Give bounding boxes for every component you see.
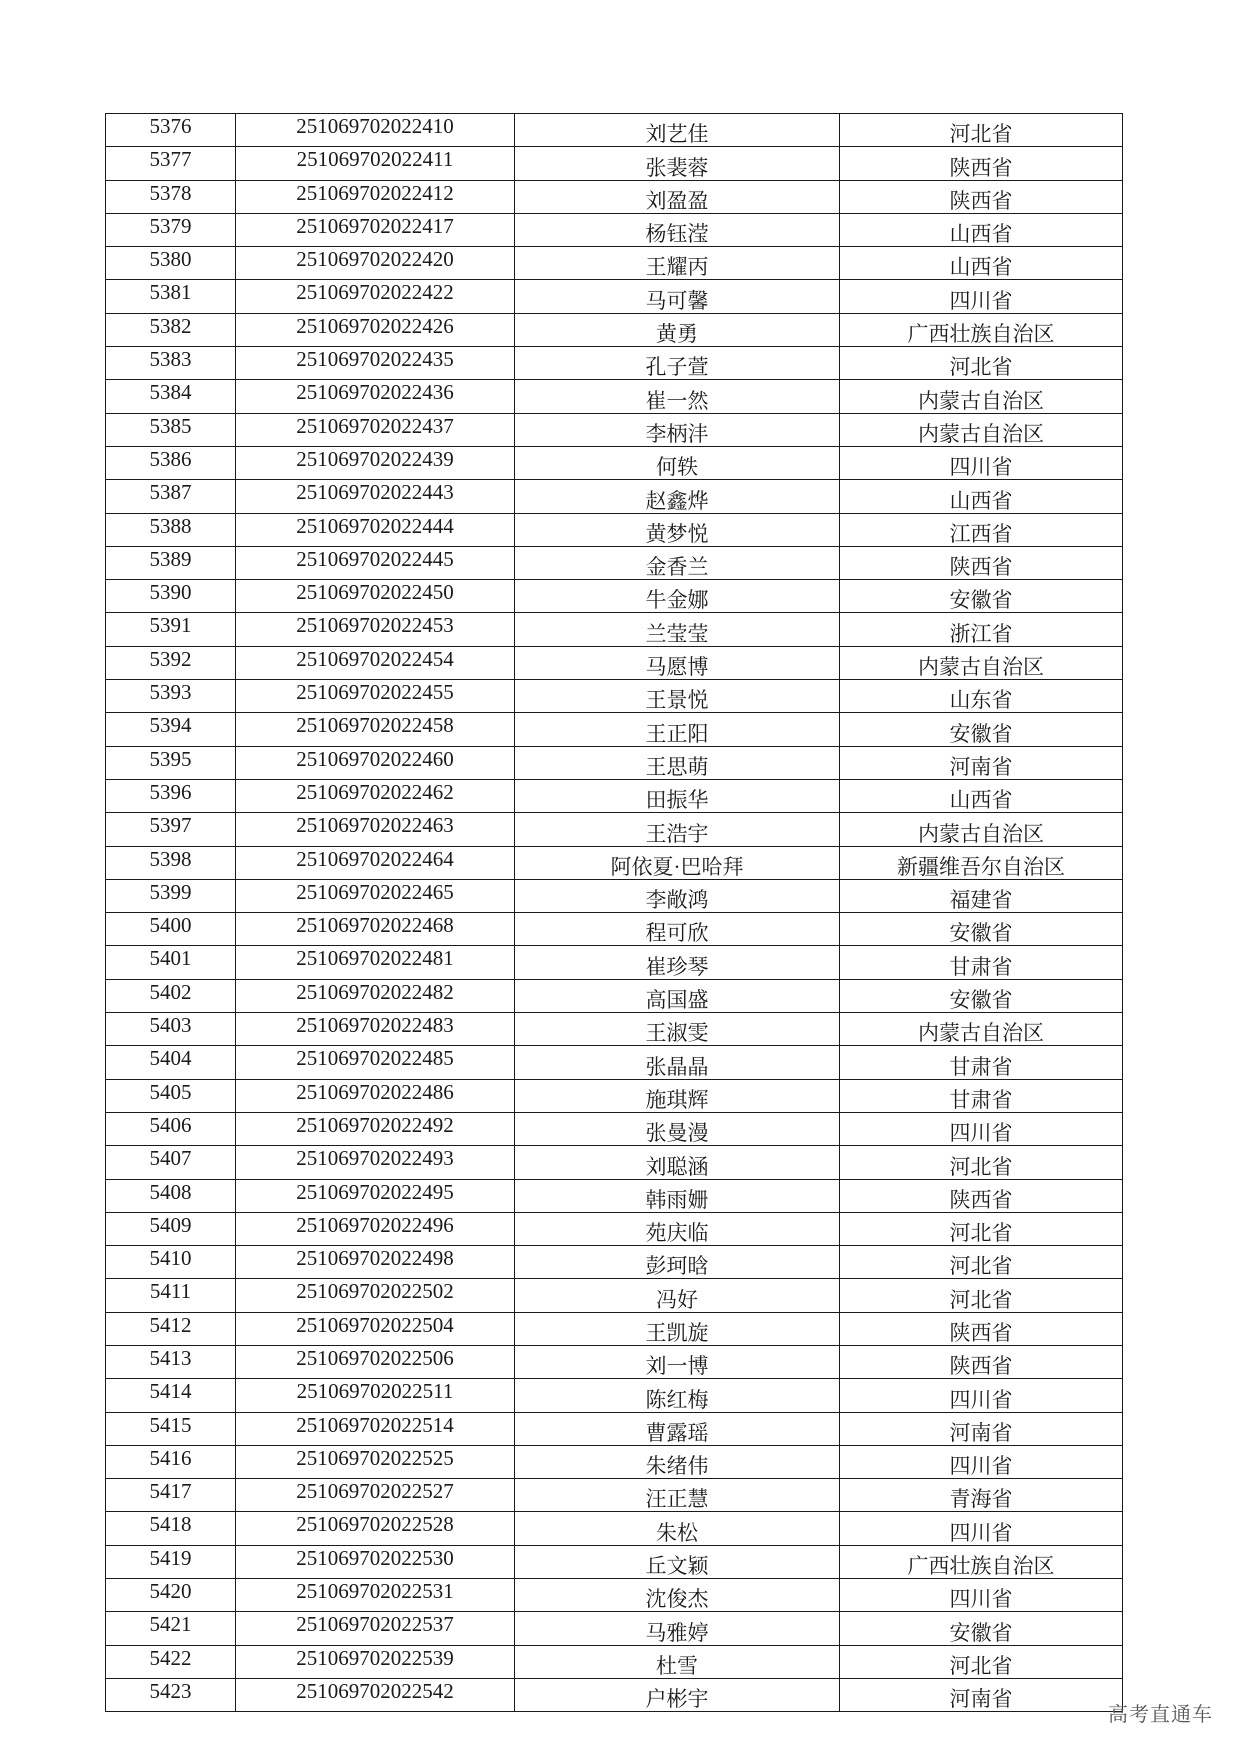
cell-name: 施琪辉 (515, 1079, 840, 1112)
cell-seq: 5382 (106, 313, 236, 346)
table-row (106, 1612, 1123, 1645)
cell-seq: 5376 (106, 114, 236, 147)
cell-candidate-id: 251069702022511 (236, 1379, 515, 1412)
cell-seq: 5420 (106, 1579, 236, 1612)
cell-seq: 5415 (106, 1412, 236, 1445)
cell-name: 刘聪涵 (515, 1146, 840, 1179)
cell-candidate-id: 251069702022426 (236, 313, 515, 346)
cell-seq: 5411 (106, 1279, 236, 1312)
table-row (106, 247, 1123, 280)
cell-name: 丘文颖 (515, 1545, 840, 1578)
cell-province: 河南省 (840, 746, 1123, 779)
cell-candidate-id: 251069702022435 (236, 347, 515, 380)
cell-province: 山西省 (840, 480, 1123, 513)
cell-seq: 5412 (106, 1312, 236, 1345)
cell-province: 安徽省 (840, 1612, 1123, 1645)
table-row (106, 1312, 1123, 1345)
table-row (106, 413, 1123, 446)
cell-province: 安徽省 (840, 580, 1123, 613)
cell-name: 彭珂晗 (515, 1246, 840, 1279)
table-row (106, 1212, 1123, 1245)
cell-seq: 5391 (106, 613, 236, 646)
cell-candidate-id: 251069702022485 (236, 1046, 515, 1079)
cell-name: 张裴蓉 (515, 147, 840, 180)
table-row (106, 147, 1123, 180)
cell-seq: 5392 (106, 646, 236, 679)
cell-candidate-id: 251069702022498 (236, 1246, 515, 1279)
cell-province: 河北省 (840, 347, 1123, 380)
cell-seq: 5378 (106, 180, 236, 213)
cell-province: 陕西省 (840, 546, 1123, 579)
cell-seq: 5390 (106, 580, 236, 613)
cell-name: 程可欣 (515, 913, 840, 946)
cell-seq: 5409 (106, 1212, 236, 1245)
cell-name: 杨钰滢 (515, 213, 840, 246)
table-row (106, 879, 1123, 912)
cell-seq: 5417 (106, 1479, 236, 1512)
cell-province: 四川省 (840, 1512, 1123, 1545)
cell-name: 王景悦 (515, 680, 840, 713)
table-row (106, 280, 1123, 313)
cell-candidate-id: 251069702022465 (236, 879, 515, 912)
cell-seq: 5423 (106, 1678, 236, 1711)
table-row (106, 180, 1123, 213)
cell-province: 山东省 (840, 680, 1123, 713)
cell-province: 陕西省 (840, 1312, 1123, 1345)
cell-candidate-id: 251069702022468 (236, 913, 515, 946)
cell-province: 甘肃省 (840, 946, 1123, 979)
cell-name: 赵鑫烨 (515, 480, 840, 513)
cell-seq: 5397 (106, 813, 236, 846)
cell-candidate-id: 251069702022506 (236, 1345, 515, 1378)
cell-province: 安徽省 (840, 979, 1123, 1012)
cell-province: 安徽省 (840, 913, 1123, 946)
cell-seq: 5404 (106, 1046, 236, 1079)
cell-name: 朱松 (515, 1512, 840, 1545)
table-row (106, 1345, 1123, 1378)
cell-province: 甘肃省 (840, 1046, 1123, 1079)
cell-candidate-id: 251069702022410 (236, 114, 515, 147)
cell-name: 王凯旋 (515, 1312, 840, 1345)
cell-candidate-id: 251069702022417 (236, 213, 515, 246)
cell-name: 张曼漫 (515, 1112, 840, 1145)
cell-candidate-id: 251069702022436 (236, 380, 515, 413)
cell-province: 福建省 (840, 879, 1123, 912)
cell-province: 河北省 (840, 1246, 1123, 1279)
cell-name: 户彬宇 (515, 1678, 840, 1711)
table-row (106, 979, 1123, 1012)
cell-candidate-id: 251069702022420 (236, 247, 515, 280)
table-row (106, 513, 1123, 546)
table-row (106, 746, 1123, 779)
cell-province: 山西省 (840, 779, 1123, 812)
cell-seq: 5406 (106, 1112, 236, 1145)
cell-seq: 5398 (106, 846, 236, 879)
roster-table-body (106, 114, 1123, 1712)
cell-province: 内蒙古自治区 (840, 646, 1123, 679)
cell-province: 山西省 (840, 247, 1123, 280)
cell-seq: 5418 (106, 1512, 236, 1545)
cell-province: 山西省 (840, 213, 1123, 246)
cell-candidate-id: 251069702022454 (236, 646, 515, 679)
cell-candidate-id: 251069702022443 (236, 480, 515, 513)
cell-seq: 5422 (106, 1645, 236, 1678)
cell-name: 马可馨 (515, 280, 840, 313)
cell-seq: 5384 (106, 380, 236, 413)
cell-province: 四川省 (840, 280, 1123, 313)
cell-candidate-id: 251069702022482 (236, 979, 515, 1012)
cell-province: 青海省 (840, 1479, 1123, 1512)
cell-name: 李敞鸿 (515, 879, 840, 912)
cell-name: 沈俊杰 (515, 1579, 840, 1612)
cell-candidate-id: 251069702022455 (236, 680, 515, 713)
table-row (106, 1579, 1123, 1612)
cell-name: 马雅婷 (515, 1612, 840, 1645)
cell-name: 王思萌 (515, 746, 840, 779)
cell-province: 广西壮族自治区 (840, 1545, 1123, 1578)
cell-candidate-id: 251069702022542 (236, 1678, 515, 1711)
cell-candidate-id: 251069702022495 (236, 1179, 515, 1212)
table-row (106, 1678, 1123, 1711)
cell-name: 崔珍琴 (515, 946, 840, 979)
cell-candidate-id: 251069702022453 (236, 613, 515, 646)
cell-name: 孔子萱 (515, 347, 840, 380)
cell-province: 内蒙古自治区 (840, 813, 1123, 846)
cell-name: 张晶晶 (515, 1046, 840, 1079)
cell-province: 内蒙古自治区 (840, 380, 1123, 413)
cell-province: 内蒙古自治区 (840, 413, 1123, 446)
cell-seq: 5407 (106, 1146, 236, 1179)
cell-candidate-id: 251069702022493 (236, 1146, 515, 1179)
cell-name: 王正阳 (515, 713, 840, 746)
cell-seq: 5402 (106, 979, 236, 1012)
cell-seq: 5413 (106, 1345, 236, 1378)
cell-seq: 5400 (106, 913, 236, 946)
watermark: 高考直通车 (1108, 1702, 1213, 1726)
cell-candidate-id: 251069702022412 (236, 180, 515, 213)
cell-seq: 5379 (106, 213, 236, 246)
cell-name: 冯好 (515, 1279, 840, 1312)
table-row (106, 546, 1123, 579)
cell-seq: 5394 (106, 713, 236, 746)
table-row (106, 1379, 1123, 1412)
cell-province: 江西省 (840, 513, 1123, 546)
table-row (106, 1479, 1123, 1512)
table-row (106, 1179, 1123, 1212)
table-row (106, 1545, 1123, 1578)
cell-province: 河北省 (840, 1212, 1123, 1245)
cell-seq: 5405 (106, 1079, 236, 1112)
cell-seq: 5386 (106, 446, 236, 479)
table-row (106, 1412, 1123, 1445)
table-row (106, 1645, 1123, 1678)
cell-name: 刘艺佳 (515, 114, 840, 147)
cell-province: 安徽省 (840, 713, 1123, 746)
cell-seq: 5395 (106, 746, 236, 779)
cell-candidate-id: 251069702022539 (236, 1645, 515, 1678)
cell-seq: 5387 (106, 480, 236, 513)
table-row (106, 1112, 1123, 1145)
cell-province: 广西壮族自治区 (840, 313, 1123, 346)
cell-province: 河北省 (840, 1146, 1123, 1179)
cell-seq: 5403 (106, 1013, 236, 1046)
cell-name: 王耀丙 (515, 247, 840, 280)
cell-name: 杜雪 (515, 1645, 840, 1678)
cell-name: 黄梦悦 (515, 513, 840, 546)
table-row (106, 1512, 1123, 1545)
cell-province: 四川省 (840, 1379, 1123, 1412)
table-row (106, 646, 1123, 679)
cell-seq: 5414 (106, 1379, 236, 1412)
cell-seq: 5410 (106, 1246, 236, 1279)
cell-name: 朱绪伟 (515, 1445, 840, 1478)
cell-name: 王浩宇 (515, 813, 840, 846)
cell-seq: 5388 (106, 513, 236, 546)
cell-province: 四川省 (840, 1445, 1123, 1478)
table-row (106, 580, 1123, 613)
cell-name: 马愿博 (515, 646, 840, 679)
cell-seq: 5385 (106, 413, 236, 446)
cell-candidate-id: 251069702022530 (236, 1545, 515, 1578)
cell-candidate-id: 251069702022514 (236, 1412, 515, 1445)
table-row (106, 380, 1123, 413)
table-row (106, 613, 1123, 646)
cell-candidate-id: 251069702022450 (236, 580, 515, 613)
table-row (106, 680, 1123, 713)
cell-candidate-id: 251069702022458 (236, 713, 515, 746)
cell-name: 汪正慧 (515, 1479, 840, 1512)
cell-seq: 5381 (106, 280, 236, 313)
roster-table (105, 113, 1123, 1712)
cell-name: 韩雨姗 (515, 1179, 840, 1212)
table-row (106, 946, 1123, 979)
table-row (106, 313, 1123, 346)
cell-name: 曹露瑶 (515, 1412, 840, 1445)
table-row (106, 213, 1123, 246)
cell-seq: 5389 (106, 546, 236, 579)
cell-candidate-id: 251069702022483 (236, 1013, 515, 1046)
cell-name: 王淑雯 (515, 1013, 840, 1046)
cell-name: 何轶 (515, 446, 840, 479)
cell-seq: 5377 (106, 147, 236, 180)
table-row (106, 846, 1123, 879)
cell-province: 河北省 (840, 1645, 1123, 1678)
cell-province: 四川省 (840, 1579, 1123, 1612)
cell-name: 崔一然 (515, 380, 840, 413)
cell-seq: 5383 (106, 347, 236, 380)
table-row (106, 114, 1123, 147)
cell-seq: 5419 (106, 1545, 236, 1578)
cell-name: 牛金娜 (515, 580, 840, 613)
cell-name: 高国盛 (515, 979, 840, 1012)
table-row (106, 1445, 1123, 1478)
cell-province: 陕西省 (840, 1345, 1123, 1378)
table-row (106, 813, 1123, 846)
cell-name: 苑庆临 (515, 1212, 840, 1245)
cell-candidate-id: 251069702022444 (236, 513, 515, 546)
cell-candidate-id: 251069702022460 (236, 746, 515, 779)
table-row (106, 1079, 1123, 1112)
table-row (106, 1013, 1123, 1046)
cell-candidate-id: 251069702022481 (236, 946, 515, 979)
cell-seq: 5421 (106, 1612, 236, 1645)
cell-province: 四川省 (840, 446, 1123, 479)
table-row (106, 446, 1123, 479)
cell-candidate-id: 251069702022437 (236, 413, 515, 446)
cell-candidate-id: 251069702022527 (236, 1479, 515, 1512)
cell-name: 陈红梅 (515, 1379, 840, 1412)
cell-candidate-id: 251069702022411 (236, 147, 515, 180)
cell-candidate-id: 251069702022463 (236, 813, 515, 846)
cell-candidate-id: 251069702022525 (236, 1445, 515, 1478)
table-row (106, 713, 1123, 746)
cell-candidate-id: 251069702022462 (236, 779, 515, 812)
cell-candidate-id: 251069702022531 (236, 1579, 515, 1612)
cell-seq: 5416 (106, 1445, 236, 1478)
cell-seq: 5399 (106, 879, 236, 912)
cell-candidate-id: 251069702022504 (236, 1312, 515, 1345)
cell-candidate-id: 251069702022492 (236, 1112, 515, 1145)
cell-province: 内蒙古自治区 (840, 1013, 1123, 1046)
cell-province: 陕西省 (840, 180, 1123, 213)
cell-candidate-id: 251069702022486 (236, 1079, 515, 1112)
cell-name: 李柄沣 (515, 413, 840, 446)
cell-candidate-id: 251069702022537 (236, 1612, 515, 1645)
cell-province: 陕西省 (840, 147, 1123, 180)
cell-province: 陕西省 (840, 1179, 1123, 1212)
cell-name: 金香兰 (515, 546, 840, 579)
cell-seq: 5396 (106, 779, 236, 812)
cell-name: 田振华 (515, 779, 840, 812)
cell-province: 河北省 (840, 114, 1123, 147)
cell-candidate-id: 251069702022464 (236, 846, 515, 879)
cell-name: 刘盈盈 (515, 180, 840, 213)
cell-name: 兰莹莹 (515, 613, 840, 646)
cell-province: 浙江省 (840, 613, 1123, 646)
cell-candidate-id: 251069702022422 (236, 280, 515, 313)
table-row (106, 913, 1123, 946)
cell-province: 河南省 (840, 1678, 1123, 1711)
table-row (106, 480, 1123, 513)
cell-candidate-id: 251069702022445 (236, 546, 515, 579)
cell-name: 阿依夏·巴哈拜 (515, 846, 840, 879)
cell-candidate-id: 251069702022502 (236, 1279, 515, 1312)
cell-candidate-id: 251069702022528 (236, 1512, 515, 1545)
cell-name: 黄勇 (515, 313, 840, 346)
cell-name: 刘一博 (515, 1345, 840, 1378)
cell-seq: 5401 (106, 946, 236, 979)
cell-candidate-id: 251069702022496 (236, 1212, 515, 1245)
table-row (106, 347, 1123, 380)
cell-seq: 5393 (106, 680, 236, 713)
table-row (106, 1146, 1123, 1179)
cell-province: 河南省 (840, 1412, 1123, 1445)
cell-province: 河北省 (840, 1279, 1123, 1312)
cell-seq: 5380 (106, 247, 236, 280)
table-row (106, 1046, 1123, 1079)
cell-seq: 5408 (106, 1179, 236, 1212)
cell-candidate-id: 251069702022439 (236, 446, 515, 479)
table-row (106, 779, 1123, 812)
table-row (106, 1246, 1123, 1279)
cell-province: 甘肃省 (840, 1079, 1123, 1112)
cell-province: 四川省 (840, 1112, 1123, 1145)
table-row (106, 1279, 1123, 1312)
cell-province: 新疆维吾尔自治区 (840, 846, 1123, 879)
